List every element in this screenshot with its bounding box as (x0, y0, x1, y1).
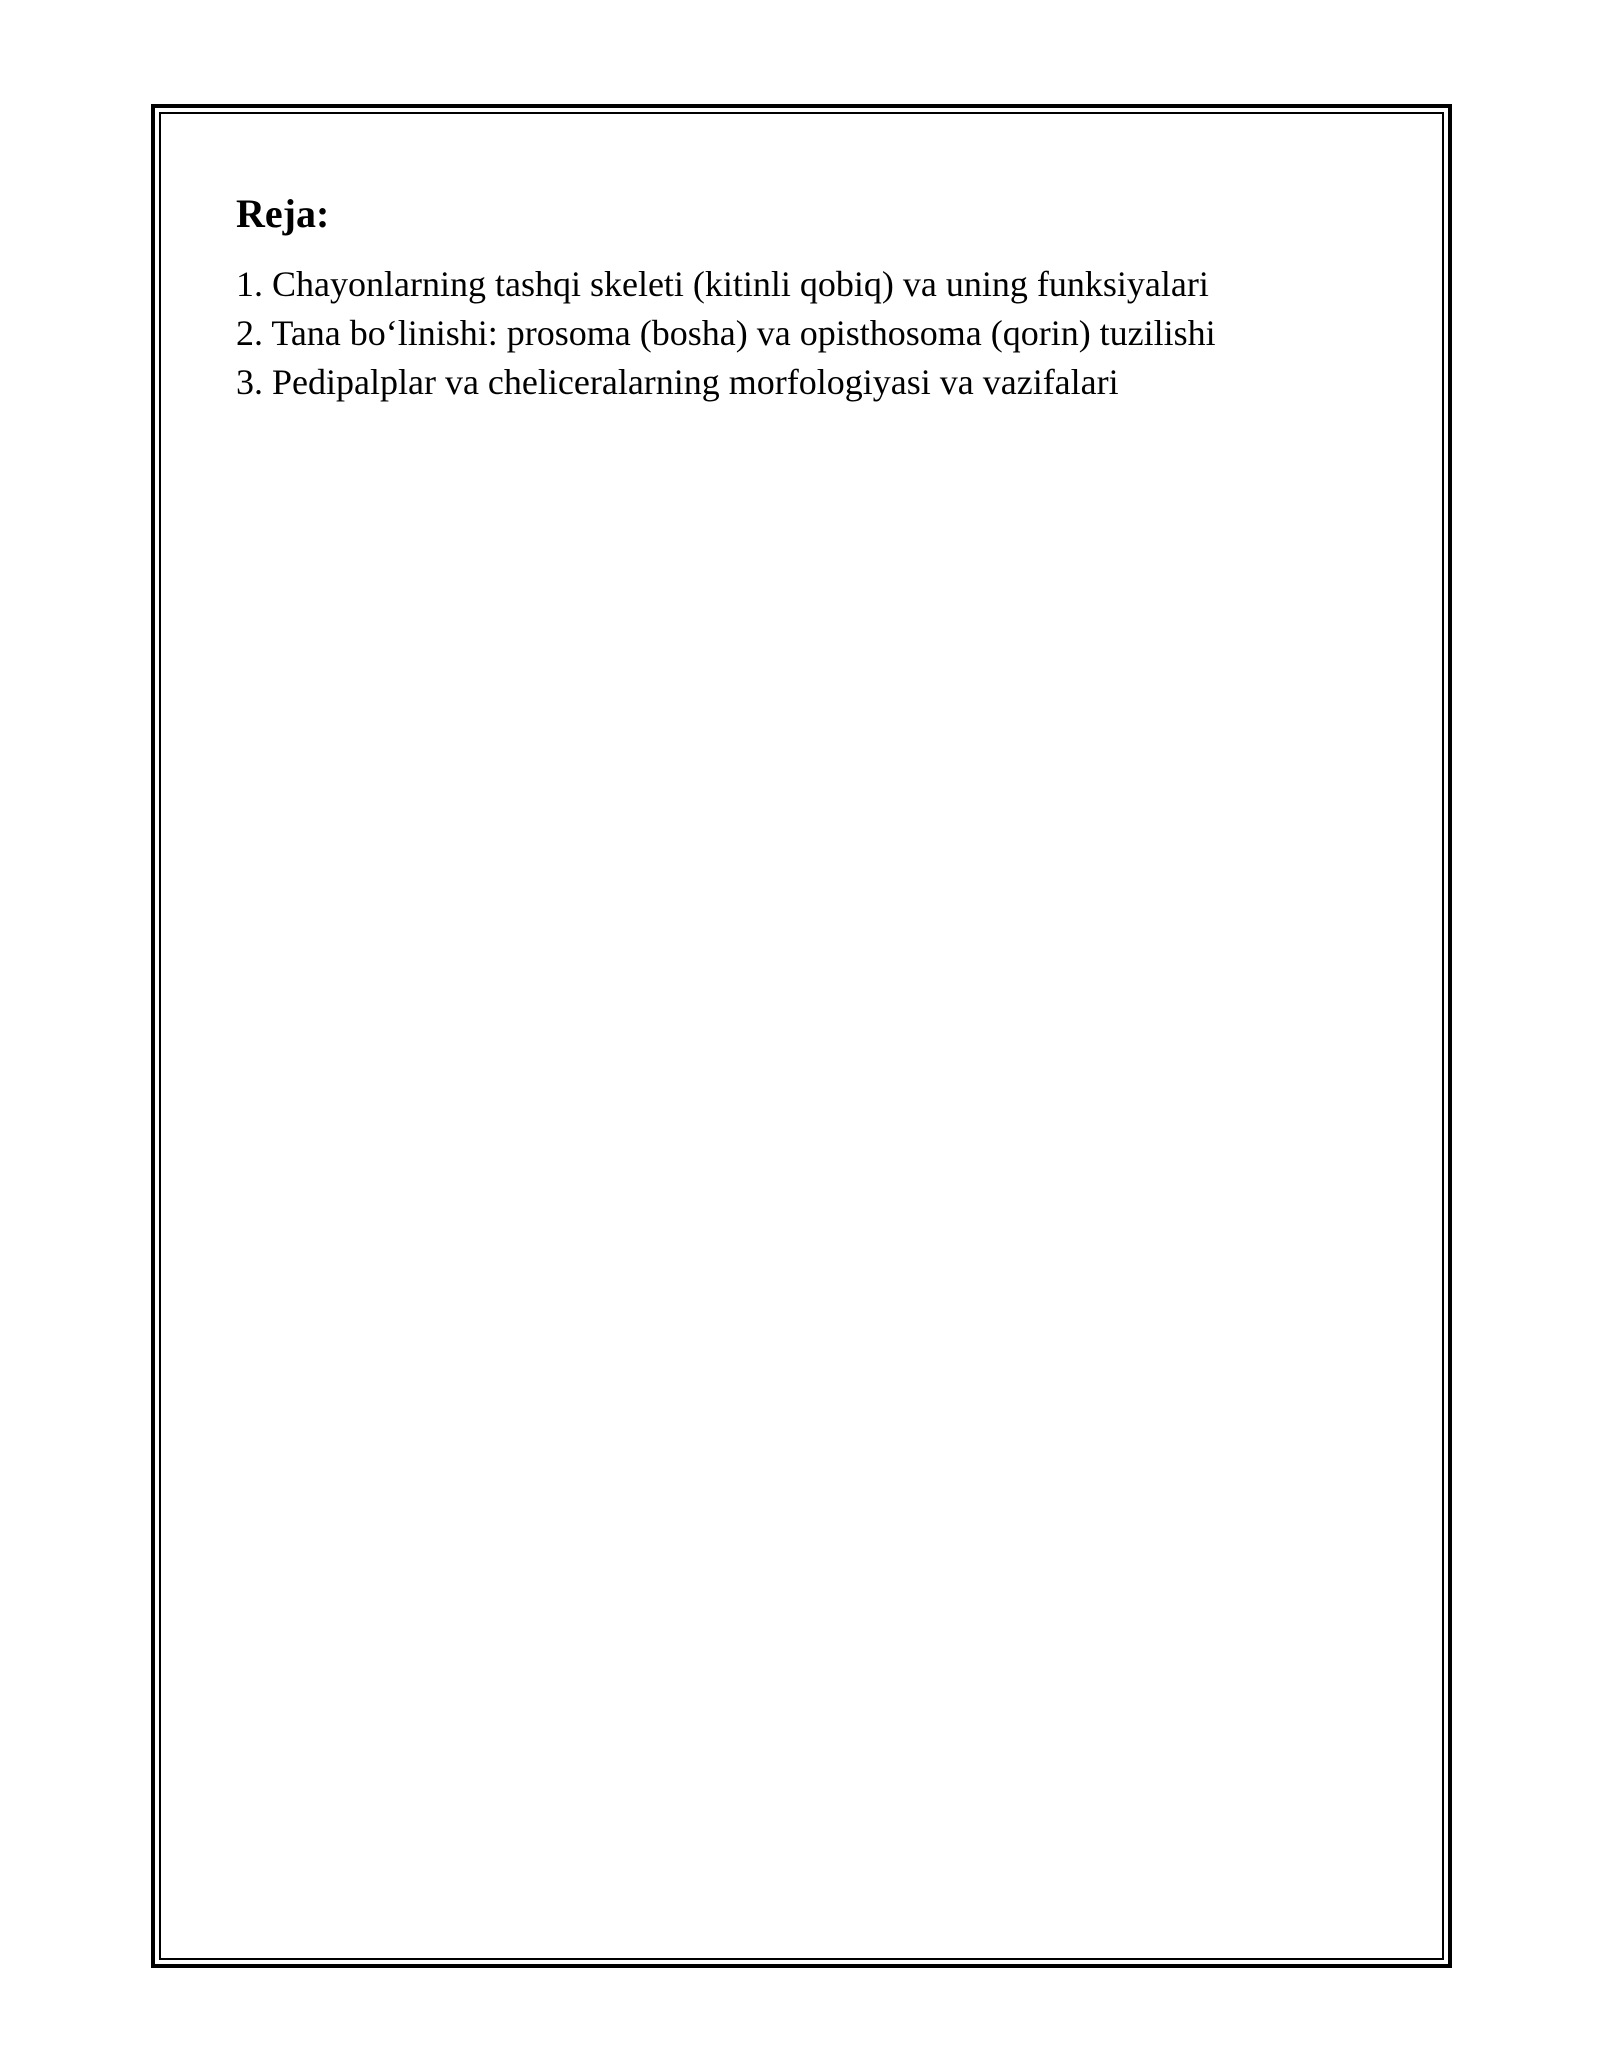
plan-item-1: 1. Chayonlarning tashqi skeleti (kitinli qobiq) va uning funksiyalari (236, 264, 1209, 304)
plan-list (236, 260, 1366, 407)
plan-heading: Reja: (236, 191, 330, 236)
page-content (236, 190, 1366, 407)
plan-item-3: 3. Pedipalplar va cheliceralarning morfologiyasi va vazifalari (236, 362, 1119, 402)
plan-item-2: 2. Tana bo‘linishi: prosoma (bosha) va opisthosoma (qorin) tuzilishi (236, 313, 1216, 353)
